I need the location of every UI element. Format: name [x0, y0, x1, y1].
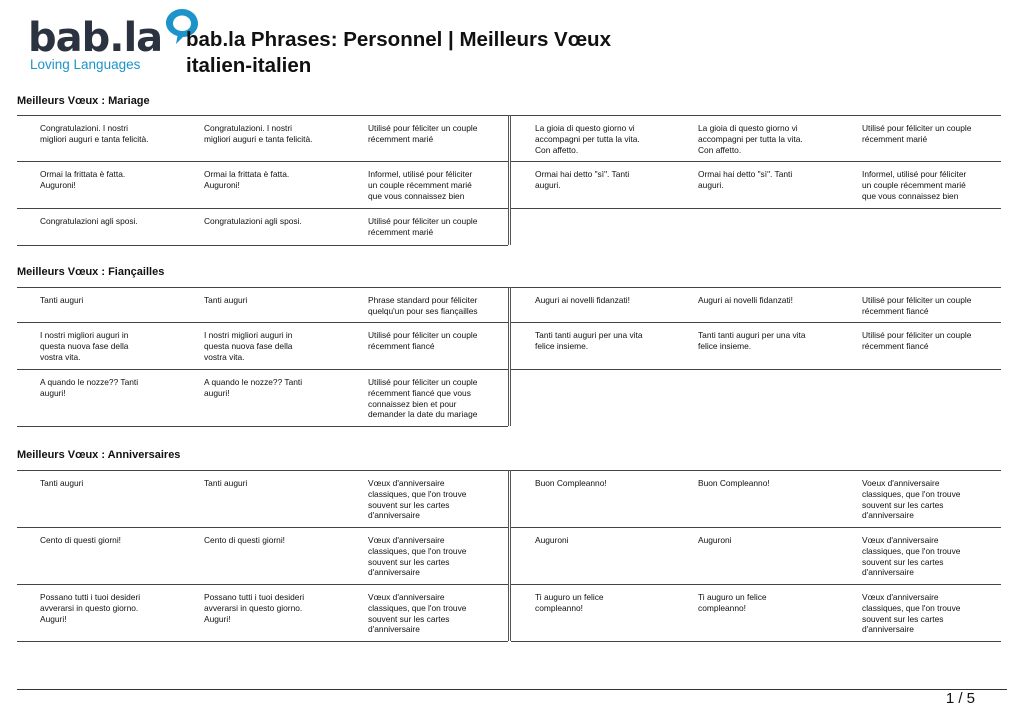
phrase-target — [204, 169, 289, 191]
cell-line: Ti auguro un felice — [698, 592, 767, 602]
cell-line: Vœux d'anniversaire — [862, 535, 939, 545]
phrase-usage-note — [862, 330, 971, 352]
cell-line: Ormai la frittata è fatta. — [40, 169, 126, 179]
cell-line: Cento di questi giorni! — [204, 535, 286, 545]
row-border-left — [17, 641, 508, 642]
phrase-source — [535, 295, 630, 306]
cell-line: Tanti auguri — [204, 478, 248, 488]
cell-line: compleanno! — [535, 602, 583, 613]
cell-line: A quando le nozze?? Tanti — [40, 377, 139, 387]
cell-line: Cento di questi giorni! — [40, 535, 122, 545]
phrase-source — [40, 535, 121, 546]
cell-line: récemment marié — [862, 133, 928, 144]
cell-line: Vœux d'anniversaire — [368, 592, 445, 602]
cell-line: souvent sur les cartes — [368, 556, 450, 567]
cell-line: souvent sur les cartes — [862, 499, 944, 510]
cell-line: Auguri ai novelli fidanzati! — [535, 295, 630, 305]
cell-line: souvent sur les cartes — [862, 556, 944, 567]
row-border-left — [17, 161, 508, 162]
cell-line: auguri. — [698, 179, 724, 190]
phrase-target — [204, 123, 312, 145]
page-number: 1 / 5 — [945, 690, 975, 707]
phrase-source — [535, 535, 569, 546]
cell-line: d'anniversaire — [368, 510, 420, 521]
cell-line: Auguri ai novelli fidanzati! — [698, 295, 793, 305]
cell-line: questa nuova fase della — [204, 340, 293, 351]
row-border-right — [511, 641, 1001, 642]
cell-line: récemment fiancé que vous — [368, 387, 471, 398]
cell-line: I nostri migliori auguri in — [40, 330, 129, 340]
phrase-usage-note — [862, 478, 960, 521]
row-border-left — [17, 426, 508, 427]
phrase-usage-note — [368, 123, 477, 145]
cell-line: A quando le nozze?? Tanti — [204, 377, 303, 387]
phrase-usage-note — [368, 592, 466, 635]
column-divider — [508, 115, 511, 245]
cell-line: souvent sur les cartes — [368, 499, 450, 510]
phrase-target — [204, 330, 292, 362]
phrase-usage-note — [862, 123, 971, 145]
cell-line: récemment fiancé — [862, 305, 929, 316]
phrase-target — [204, 535, 285, 546]
phrase-source — [535, 592, 604, 614]
cell-line: classiques, que l'on trouve — [862, 488, 961, 499]
phrase-target — [698, 592, 767, 614]
cell-line: classiques, que l'on trouve — [862, 545, 961, 556]
cell-line: connaissez bien et pour — [368, 398, 457, 409]
row-border-right — [511, 208, 1001, 209]
phrase-usage-note — [862, 535, 960, 578]
cell-line: Tanti auguri — [40, 295, 84, 305]
cell-line: Utilisé pour féliciter un couple — [368, 216, 478, 226]
title-line-2: italien-italien — [186, 54, 312, 77]
cell-line: souvent sur les cartes — [368, 613, 450, 624]
cell-line: Utilisé pour féliciter un couple — [368, 377, 478, 387]
phrase-source — [535, 169, 629, 191]
cell-line: Utilisé pour féliciter un couple — [862, 330, 972, 340]
phrase-target — [204, 478, 247, 489]
phrase-source — [535, 330, 643, 352]
phrase-target — [698, 123, 803, 155]
cell-line: Con affetto. — [535, 144, 579, 155]
cell-line: d'anniversaire — [368, 567, 420, 578]
cell-line: que vous connaissez bien — [368, 190, 465, 201]
cell-line: un couple récemment marié — [862, 179, 966, 190]
cell-line: Auguroni — [535, 535, 569, 545]
phrase-source — [40, 478, 83, 489]
cell-line: d'anniversaire — [368, 624, 420, 635]
row-border-right — [511, 322, 1001, 323]
cell-line: Ti auguro un felice — [535, 592, 604, 602]
cell-line: Informel, utilisé pour féliciter — [862, 169, 967, 179]
section-title: Meilleurs Vœux : Mariage — [17, 95, 150, 107]
cell-line: vostra vita. — [40, 351, 81, 362]
cell-line: Vœux d'anniversaire — [368, 478, 445, 488]
phrase-target — [204, 216, 302, 227]
babla-logo — [28, 6, 178, 76]
section-title: Meilleurs Vœux : Anniversaires — [17, 449, 181, 461]
cell-line: Tanti tanti auguri per una vita — [698, 330, 806, 340]
cell-line: d'anniversaire — [862, 510, 914, 521]
phrase-target — [698, 535, 732, 546]
cell-line: questa nuova fase della — [40, 340, 129, 351]
cell-line: Auguroni! — [204, 179, 240, 190]
document-title — [186, 27, 611, 79]
phrase-usage-note — [368, 216, 477, 238]
phrase-usage-note — [368, 535, 466, 578]
phrase-source — [40, 123, 148, 145]
cell-line: Ormai hai detto "sì". Tanti — [698, 169, 793, 179]
column-divider — [508, 287, 511, 426]
title-line-1: bab.la Phrases: Personnel | Meilleurs Vœux — [186, 28, 611, 51]
cell-line: Auguri! — [204, 613, 231, 624]
cell-line: felice insieme. — [535, 340, 589, 351]
cell-line: Phrase standard pour féliciter — [368, 295, 478, 305]
phrase-usage-note — [862, 295, 971, 317]
cell-line: Tanti auguri — [204, 295, 248, 305]
cell-line: demander la date du mariage — [368, 409, 478, 420]
phrase-source — [40, 592, 140, 624]
cell-line: souvent sur les cartes — [862, 613, 944, 624]
phrase-source — [40, 330, 128, 362]
cell-line: Utilisé pour féliciter un couple — [862, 123, 972, 133]
row-border-left — [17, 245, 508, 246]
phrase-source — [535, 123, 640, 155]
row-border-right — [511, 369, 1001, 370]
phrase-usage-note — [862, 169, 966, 201]
cell-line: auguri! — [204, 387, 230, 398]
cell-line: Utilisé pour féliciter un couple — [862, 295, 972, 305]
cell-line: Auguri! — [40, 613, 67, 624]
cell-line: Utilisé pour féliciter un couple — [368, 330, 478, 340]
cell-line: Tanti tanti auguri per una vita — [535, 330, 643, 340]
cell-line: La gioia di questo giorno vi — [698, 123, 798, 133]
cell-line: Ormai la frittata è fatta. — [204, 169, 290, 179]
cell-line: avverarsi in questo giorno. — [204, 602, 303, 613]
phrase-usage-note — [862, 592, 960, 635]
cell-line: quelqu'un pour ses fiançailles — [368, 305, 478, 316]
cell-line: classiques, que l'on trouve — [368, 488, 467, 499]
cell-line: compleanno! — [698, 602, 746, 613]
cell-line: classiques, que l'on trouve — [368, 545, 467, 556]
footer-divider — [17, 689, 1007, 690]
cell-line: Voeux d'anniversaire — [862, 478, 940, 488]
phrase-usage-note — [368, 330, 477, 352]
row-border-right — [511, 527, 1001, 528]
cell-line: récemment fiancé — [368, 340, 435, 351]
cell-line: d'anniversaire — [862, 567, 914, 578]
cell-line: un couple récemment marié — [368, 179, 472, 190]
row-border-left — [17, 208, 508, 209]
phrase-target — [698, 478, 770, 489]
cell-line: auguri. — [535, 179, 561, 190]
row-border-right — [511, 584, 1001, 585]
cell-line: Buon Compleanno! — [698, 478, 770, 488]
logo-tagline: Loving Languages — [30, 57, 141, 72]
cell-line: avverarsi in questo giorno. — [40, 602, 139, 613]
cell-line: récemment marié — [368, 226, 434, 237]
row-border-left — [17, 584, 508, 585]
phrase-target — [204, 377, 302, 399]
cell-line: Auguroni! — [40, 179, 76, 190]
logo-wordmark: bab.la — [28, 15, 163, 61]
cell-line: auguri! — [40, 387, 66, 398]
cell-line: Vœux d'anniversaire — [368, 535, 445, 545]
cell-line: Buon Compleanno! — [535, 478, 607, 488]
cell-line: Auguroni — [698, 535, 732, 545]
phrase-target — [698, 169, 792, 191]
cell-line: Possano tutti i tuoi desideri — [204, 592, 305, 602]
cell-line: Congratulazioni. I nostri — [204, 123, 292, 133]
phrase-usage-note — [368, 295, 478, 317]
cell-line: Congratulazioni agli sposi. — [204, 216, 302, 226]
phrase-usage-note — [368, 478, 466, 521]
row-border-left — [17, 369, 508, 370]
cell-line: récemment marié — [368, 133, 434, 144]
row-border-right — [511, 161, 1001, 162]
phrase-usage-note — [368, 169, 472, 201]
cell-line: d'anniversaire — [862, 624, 914, 635]
phrase-target — [204, 295, 247, 306]
cell-line: felice insieme. — [698, 340, 752, 351]
cell-line: Ormai hai detto "sì". Tanti — [535, 169, 630, 179]
phrase-source — [40, 169, 125, 191]
cell-line: Utilisé pour féliciter un couple — [368, 123, 478, 133]
cell-line: classiques, que l'on trouve — [368, 602, 467, 613]
column-divider — [508, 470, 511, 641]
phrase-source — [40, 377, 138, 399]
cell-line: récemment fiancé — [862, 340, 929, 351]
phrase-target — [698, 295, 793, 306]
cell-line: Informel, utilisé pour féliciter — [368, 169, 473, 179]
phrase-source — [40, 216, 138, 227]
cell-line: accompagni per tutta la vita. — [535, 133, 640, 144]
cell-line: I nostri migliori auguri in — [204, 330, 293, 340]
cell-line: Tanti auguri — [40, 478, 84, 488]
cell-line: La gioia di questo giorno vi — [535, 123, 635, 133]
section-title: Meilleurs Vœux : Fiançailles — [17, 266, 165, 278]
phrase-source — [40, 295, 83, 306]
cell-line: classiques, que l'on trouve — [862, 602, 961, 613]
cell-line: que vous connaissez bien — [862, 190, 959, 201]
cell-line: vostra vita. — [204, 351, 245, 362]
cell-line: Congratulazioni. I nostri — [40, 123, 128, 133]
phrase-target — [698, 330, 806, 352]
row-border-left — [17, 322, 508, 323]
cell-line: migliori auguri e tanta felicità. — [40, 133, 149, 144]
phrase-usage-note — [368, 377, 477, 420]
phrase-target — [204, 592, 304, 624]
row-border-left — [17, 527, 508, 528]
cell-line: Vœux d'anniversaire — [862, 592, 939, 602]
cell-line: Con affetto. — [698, 144, 742, 155]
cell-line: migliori auguri e tanta felicità. — [204, 133, 313, 144]
phrase-source — [535, 478, 607, 489]
cell-line: accompagni per tutta la vita. — [698, 133, 803, 144]
cell-line: Possano tutti i tuoi desideri — [40, 592, 141, 602]
cell-line: Congratulazioni agli sposi. — [40, 216, 138, 226]
